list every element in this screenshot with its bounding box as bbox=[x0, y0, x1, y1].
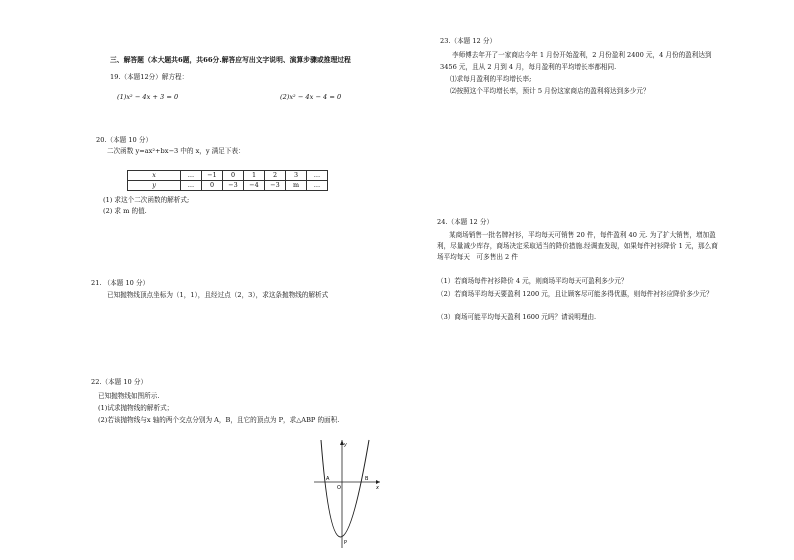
q23-header: 23.（本题 12 分） bbox=[440, 37, 497, 45]
q24-header: 24.（本题 12 分） bbox=[437, 218, 494, 226]
q20-value-table bbox=[127, 170, 328, 191]
q23-part2: ⑵按照这个平均增长率，预计 5 月份这家商店的盈利将达到多少元？ bbox=[450, 87, 650, 95]
table-cell: m bbox=[286, 181, 307, 191]
table-cell: 0 bbox=[202, 181, 223, 191]
table-cell: … bbox=[307, 171, 328, 181]
q20-part1: (1) 求这个二次函数的解析式; bbox=[103, 196, 190, 204]
q19-eq1: (1)x² − 4x + 3 = 0 bbox=[117, 93, 179, 101]
q19-eq2: (2)x² − 4x − 4 = 0 bbox=[280, 93, 342, 101]
table-cell: −3 bbox=[223, 181, 244, 191]
origin-label: O bbox=[337, 485, 341, 491]
table-cell: 3 bbox=[286, 171, 307, 181]
q21-header: 21. （本题 10 分） bbox=[91, 279, 150, 287]
q22-header: 22.（本题 10 分） bbox=[91, 378, 148, 386]
q21-text: 已知抛物线顶点坐标为（1，1），且经过点（2，3），求这条抛物线的解析式 bbox=[107, 291, 329, 299]
table-cell: 1 bbox=[244, 171, 265, 181]
vertex-p-label: P bbox=[344, 540, 348, 546]
q22-part2: (2)若该抛物线与x 轴的两个交点分别为 A，B，且它的顶点为 P，求△ABP 的面积. bbox=[98, 416, 340, 424]
table-row bbox=[128, 181, 328, 191]
table-cell: … bbox=[181, 181, 202, 191]
q24-text: 某商场销售一批名牌衬衫，平均每天可销售 20 件，每件盈利 40 元. 为了扩大销售，增加盈利，尽量减少库存，商场决定采取适当的降价措施.经调查发现，如果每件衬衫降价 1 元，那么商场平均每天 可多售出 2 件 bbox=[437, 231, 718, 261]
q23-part1: ⑴求每月盈利的平均增长率; bbox=[450, 75, 532, 83]
table-cell: y bbox=[128, 181, 181, 191]
q20-text: 二次函数 y=ax²+bx−3 中的 x，y 满足下表： bbox=[107, 147, 245, 155]
table-cell: −1 bbox=[202, 171, 223, 181]
table-cell: 0 bbox=[223, 171, 244, 181]
point-a-label: A bbox=[326, 476, 330, 482]
q20-part2: (2) 求 m 的值. bbox=[103, 207, 147, 215]
table-row bbox=[128, 171, 328, 181]
section-header: 三、解答题（本大题共6题，共66分.解答应写出文字说明、演算步骤或推理过程 bbox=[110, 56, 351, 64]
parabola-curve bbox=[321, 440, 369, 537]
q23-text: 李师傅去年开了一家商店今年 1 月份开始盈利，2 月份盈利 2400 元，4 月份的盈利达到 3456 元，且从 2 月到 4 月，每月盈利的平均增长率都相同. bbox=[440, 51, 712, 71]
q24-part2: （2）若商场平均每天要盈利 1200 元，且让顾客尽可能多得优惠，则每件衬衫应降价多少元？ bbox=[437, 290, 713, 298]
table-cell: … bbox=[181, 171, 202, 181]
q24-part3: （3）商场可能平均每天盈利 1600 元吗？请说明理由. bbox=[437, 313, 597, 321]
q22-line1: 已知抛物线如图所示. bbox=[98, 392, 160, 400]
table-cell: −3 bbox=[265, 181, 286, 191]
table-cell: x bbox=[128, 171, 181, 181]
table-cell: 2 bbox=[265, 171, 286, 181]
x-axis-arrow-icon bbox=[376, 480, 380, 484]
y-axis-label: y bbox=[344, 442, 347, 448]
q24-part1: （1）若商场每件衬衫降价 4 元，则商场平均每天可盈利多少元？ bbox=[437, 277, 628, 285]
q22-part1: (1)试求抛物线的解析式； bbox=[98, 404, 174, 412]
point-b-label: B bbox=[365, 476, 369, 482]
x-axis-label: x bbox=[376, 485, 379, 491]
q20-header: 20.（本题 10 分） bbox=[96, 136, 153, 144]
q19-header: 19.（本题12分）解方程： bbox=[110, 73, 189, 81]
table-cell: … bbox=[307, 181, 328, 191]
parabola-graph bbox=[312, 438, 382, 550]
table-cell: −4 bbox=[244, 181, 265, 191]
